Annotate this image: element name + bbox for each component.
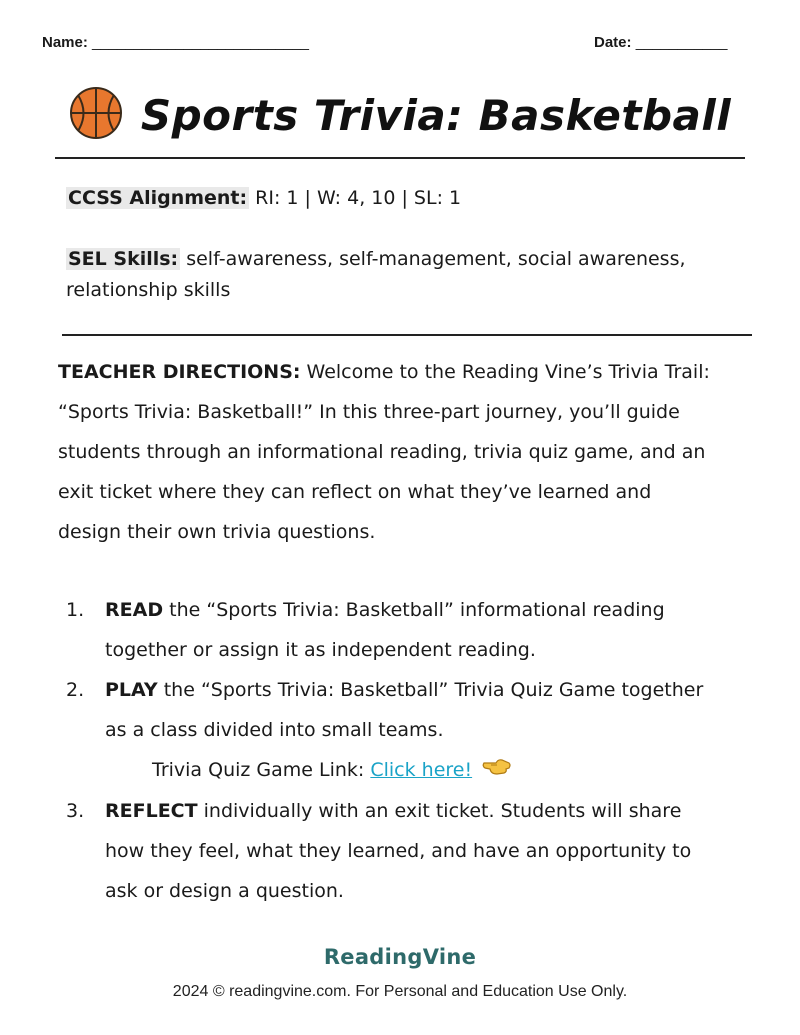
section-divider	[62, 334, 752, 336]
date-blank: ___________	[635, 34, 728, 51]
sel-value-line2: relationship skills	[66, 279, 231, 301]
step-line1: the “Sports Trivia: Basketball” Trivia Quiz Game together	[163, 679, 704, 701]
game-link[interactable]: Click here!	[370, 759, 473, 781]
step-line2: together or assign it as independent reading.	[105, 639, 536, 661]
list-item	[58, 590, 748, 670]
step-line1: the “Sports Trivia: Basketball” informational reading	[169, 599, 665, 621]
name-label: Name:	[42, 34, 88, 51]
date-field	[594, 34, 727, 51]
title-divider	[55, 157, 745, 159]
directions-label: TEACHER DIRECTIONS:	[58, 361, 301, 383]
ccss-alignment	[66, 183, 461, 214]
game-link-label: Trivia Quiz Game Link:	[152, 759, 365, 781]
page-title: Sports Trivia: Basketball	[140, 90, 732, 140]
sel-value-line1: self-awareness, self-management, social awareness,	[186, 248, 686, 270]
steps-list	[58, 590, 748, 911]
teacher-directions	[58, 352, 748, 552]
directions-line5: design their own trivia questions.	[58, 521, 376, 543]
name-field	[42, 34, 309, 51]
ccss-value: RI: 1 | W: 4, 10 | SL: 1	[255, 187, 462, 209]
step-number: 2.	[66, 679, 85, 701]
directions-line2: “Sports Trivia: Basketball!” In this three-part journey, you’ll guide	[58, 401, 680, 423]
step-line2: as a class divided into small teams.	[105, 719, 444, 741]
basketball-icon	[69, 86, 123, 144]
list-item	[58, 670, 748, 750]
step-number: 3.	[66, 799, 85, 822]
title-row	[0, 78, 800, 152]
copyright-footer: 2024 © readingvine.com. For Personal and Education Use Only.	[172, 983, 628, 1000]
step-line1: individually with an exit ticket. Students will share	[203, 799, 682, 822]
directions-line1: Welcome to the Reading Vine’s Trivia Trail:	[306, 361, 710, 383]
game-link-row	[58, 750, 748, 791]
directions-line4: exit ticket where they can reflect on what they’ve learned and	[58, 481, 652, 503]
list-item	[58, 791, 748, 911]
step-keyword: REFLECT	[105, 799, 198, 822]
step-keyword: READ	[105, 599, 164, 621]
brand-logo: ReadingVine	[323, 945, 477, 969]
sel-label: SEL Skills:	[68, 248, 179, 270]
step-line2: how they feel, what they learned, and have an opportunity to	[105, 839, 692, 862]
step-number: 1.	[66, 599, 85, 621]
directions-line3: students through an informational reading, trivia quiz game, and an	[58, 441, 706, 463]
date-label: Date:	[594, 34, 632, 51]
sel-skills	[66, 244, 686, 306]
step-keyword: PLAY	[105, 679, 158, 701]
name-blank: __________________________	[92, 34, 309, 51]
step-line3: ask or design a question.	[105, 879, 344, 902]
pointing-hand-icon	[482, 751, 512, 791]
ccss-label: CCSS Alignment:	[68, 187, 248, 209]
